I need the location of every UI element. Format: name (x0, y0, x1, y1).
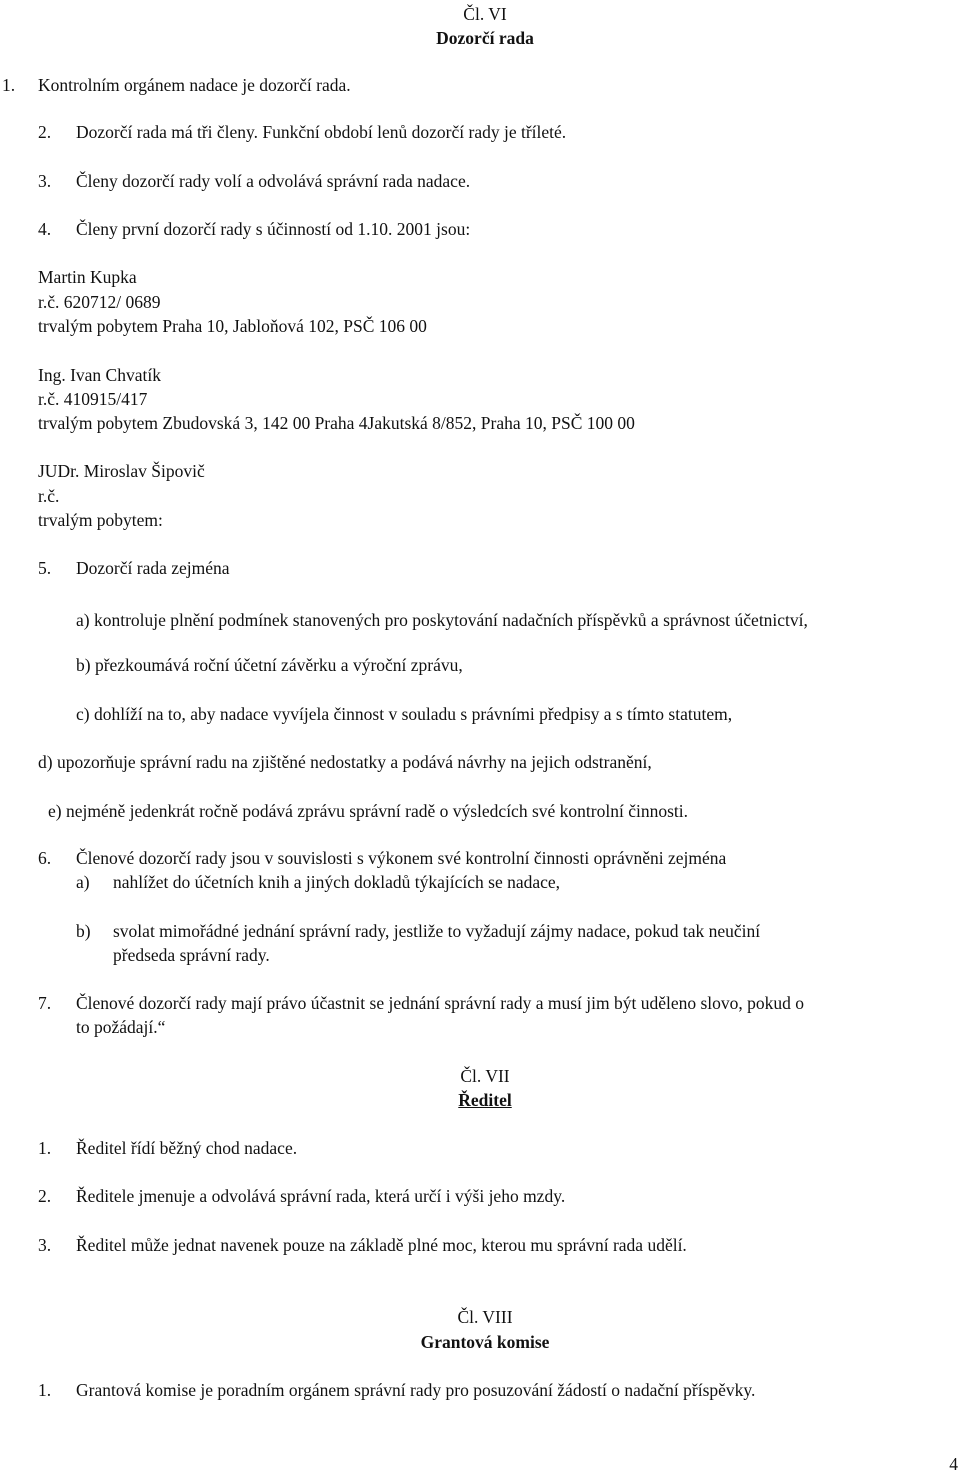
item-text: Ředitel může jednat navenek pouze na základě plné moc, kterou mu správní rada udělí. (76, 1235, 687, 1255)
member-address: trvalým pobytem Praha 10, Jabloňová 102, PSČ 106 00 (38, 316, 427, 336)
member-birth-number: r.č. 410915/417 (38, 389, 148, 409)
item-text: Dozorčí rada zejména (76, 558, 230, 578)
section-vi-heading-number: Čl. VI (463, 4, 507, 24)
sub-item-e: e) nejméně jedenkrát ročně podává zprávu správní radě o výsledcích své kontrolní činnosti. (48, 801, 688, 821)
item-text: Členy první dozorčí rady s účinností od 1.10. 2001 jsou: (76, 219, 471, 239)
item-number: 2. (38, 122, 52, 142)
item-number: 1. (38, 1380, 52, 1400)
member-name: Martin Kupka (38, 267, 137, 287)
item-text: Grantová komise je poradním orgánem správní rady pro posuzování žádostí o nadační příspěvky. (76, 1380, 756, 1400)
section-vii-heading-number: Čl. VII (460, 1066, 510, 1086)
item-number: 3. (38, 1235, 52, 1255)
item-number: 6. (38, 848, 52, 868)
item-text-continued: to požádají.“ (76, 1017, 166, 1037)
item-number: 7. (38, 993, 52, 1013)
member-address: trvalým pobytem: (38, 510, 163, 530)
item-number: 1. (38, 1138, 52, 1158)
section-vi-heading-title: Dozorčí rada (436, 28, 534, 48)
sub-item-b-label: b) (76, 921, 91, 941)
sub-item-d: d) upozorňuje správní radu na zjištěné nedostatky a podává návrhy na jejich odstranění, (38, 752, 652, 772)
sub-item-a: a) kontroluje plnění podmínek stanovených pro poskytování nadačních příspěvků a správnost účetnictví, (76, 610, 808, 630)
section-viii-heading-number: Čl. VIII (457, 1307, 513, 1327)
item-text: Kontrolním orgánem nadace je dozorčí rada. (38, 75, 351, 95)
sub-item-c: c) dohlíží na to, aby nadace vyvíjela činnost v souladu s právními předpisy a s tímto statutem, (76, 704, 733, 724)
item-text: Členy dozorčí rady volí a odvolává správní rada nadace. (76, 171, 471, 191)
page-number: 4 (949, 1454, 958, 1474)
member-name: JUDr. Miroslav Šipovič (38, 461, 205, 481)
item-text: Ředitel řídí běžný chod nadace. (76, 1138, 298, 1158)
item-number: 2. (38, 1186, 52, 1206)
section-viii-heading-title: Grantová komise (420, 1332, 550, 1352)
item-text: Členové dozorčí rady mají právo účastnit se jednání správní rady a musí jim být uděleno slovo, pokud o (76, 993, 805, 1013)
sub-item-b-text: svolat mimořádné jednání správní rady, jestliže to vyžadují zájmy nadace, pokud tak neučiní (113, 921, 761, 941)
member-address: trvalým pobytem Zbudovská 3, 142 00 Praha 4Jakutská 8/852, Praha 10, PSČ 100 00 (38, 413, 635, 433)
member-name: Ing. Ivan Chvatík (38, 365, 161, 385)
item-number: 5. (38, 558, 52, 578)
item-text: Členové dozorčí rady jsou v souvislosti s výkonem své kontrolní činnosti oprávněni zejména (76, 848, 727, 868)
member-birth-number: r.č. 620712/ 0689 (38, 292, 161, 312)
item-number: 1. (2, 75, 16, 95)
sub-item-a-text: nahlížet do účetních knih a jiných dokladů týkajících se nadace, (113, 872, 561, 892)
item-text: Ředitele jmenuje a odvolává správní rada, která určí i výši jeho mzdy. (76, 1186, 566, 1206)
member-birth-number: r.č. (38, 486, 60, 506)
sub-item-a-label: a) (76, 872, 90, 892)
item-number: 4. (38, 219, 52, 239)
item-text: Dozorčí rada má tři členy. Funkční období lenů dozorčí rady je tříleté. (76, 122, 567, 142)
section-vii-heading-title: Ředitel (458, 1090, 512, 1110)
item-number: 3. (38, 171, 52, 191)
sub-item-b-text-continued: předseda správní rady. (113, 945, 270, 965)
sub-item-b: b) přezkoumává roční účetní závěrku a výroční zprávu, (76, 655, 463, 675)
